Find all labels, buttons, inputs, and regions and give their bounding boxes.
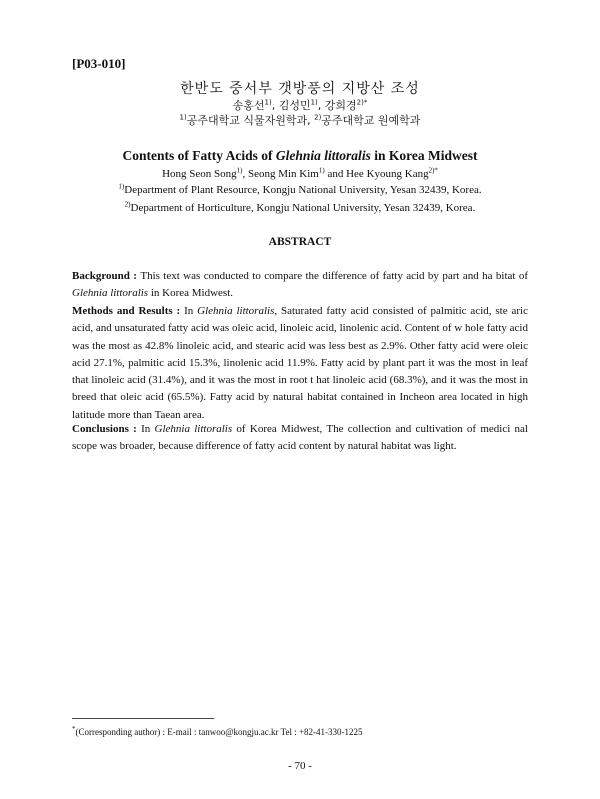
footnote — [72, 727, 363, 737]
background-label: Background : — [72, 270, 141, 282]
conclusions-paragraph — [72, 421, 528, 456]
footnote-divider — [72, 718, 214, 719]
methods-text-1: In — [184, 305, 198, 317]
korean-affiliations — [0, 112, 600, 128]
ko-author-3: 강희경 — [324, 99, 357, 112]
english-affiliation-1 — [0, 184, 600, 196]
korean-title: 한반도 중서부 갯방풍의 지방산 조성 — [180, 81, 420, 97]
ko-affil-2-sup: 2) — [314, 113, 322, 122]
ko-author-3-sup: 2)* — [356, 98, 368, 107]
conclusions-label: Conclusions : — [72, 423, 142, 435]
ko-author-2-sup: 1) — [310, 98, 318, 107]
en-affil2-text: Department of Horticulture, Kongju National University, Yesan 32439, Korea. — [130, 202, 476, 214]
ko-author-1-sup: 1) — [264, 98, 272, 107]
background-paragraph — [72, 268, 528, 303]
en-author-3: Hee Kyoung Kang — [346, 168, 429, 180]
ko-author-2: 김성민 — [278, 99, 311, 112]
english-title — [0, 148, 600, 164]
ko-affil-2: 공주대학교 원예학과 — [321, 114, 421, 127]
ko-affil-1-sup: 1) — [179, 113, 187, 122]
methods-label: Methods and Results : — [72, 305, 185, 317]
ko-affil-1: 공주대학교 식물자원학과, — [186, 114, 315, 127]
conclusions-text-1: In — [141, 423, 155, 435]
ko-author-sep: , — [271, 99, 279, 112]
en-author-2-sup: 1) — [318, 166, 325, 175]
ko-author-sep: , — [317, 99, 325, 112]
english-affiliation-2 — [0, 202, 600, 214]
en-author-sep: , — [242, 168, 248, 180]
poster-code: [P03-010] — [72, 56, 126, 71]
footnote-marker: * — [72, 725, 76, 733]
footnote-text: (Corresponding author) : E-mail : tanwoo@kongju.ac.kr Tel : +82-41-330-1225 — [75, 727, 363, 737]
en-author-1-sup: 1) — [236, 166, 243, 175]
en-author-2: Seong Min Kim — [247, 168, 319, 180]
methods-text-2: , Saturated fatty acid consisted of palmitic acid, ste aric acid, and unsaturated fatty acid was oleic acid, linoleic acid, linolenic acid. Content of w hole fatty acid was the most as 42.8% linoleic acid, and stearic acid was less best as 2.9%. Other fatty acid were oleic acid 27.1%, palmitic acid 15.3%, linolenic acid 11.9%. Fatty acid by plant part it was the most in leaf that linoleic acid (31.4%), and it was the most in root t hat linoleic acid (68.3%), and it was the most in breed that oleic acid (65.5%). Fatty acid by natural habitat contained in Incheon area located in high latitude more than Taean area. — [72, 305, 528, 421]
conclusions-text-2: of Korea Midwest, The collection and cultivation of medici nal scope was broader, because difference of fatty acid content by natural habitat was light. — [72, 423, 528, 453]
en-affil1-sup: 1) — [118, 182, 125, 191]
background-text-1: This text was conducted to compare the difference of fatty acid by part and ha bitat of — [140, 270, 528, 282]
conclusions-species: Glehnia littoralis — [154, 423, 233, 435]
english-authors — [0, 168, 600, 180]
en-title-species: Glehnia littoralis — [275, 148, 371, 163]
page-number: - 70 - — [288, 760, 312, 772]
background-text-2: in Korea Midwest. — [148, 287, 234, 300]
methods-results-paragraph — [72, 303, 528, 424]
abstract-heading: ABSTRACT — [268, 236, 332, 248]
en-author-1: Hong Seon Song — [162, 168, 237, 180]
en-affil1-text: Department of Plant Resource, Kongju National University, Yesan 32439, Korea. — [124, 184, 482, 196]
en-title-post: in Korea Midwest — [370, 148, 478, 163]
korean-authors — [0, 97, 600, 113]
en-author-3-sup: 2)* — [428, 166, 438, 175]
methods-species: Glehnia littoralis — [197, 305, 275, 317]
ko-author-1: 송홍선 — [232, 99, 265, 112]
en-affil2-sup: 2) — [124, 200, 131, 209]
background-species: Glehnia littoralis — [72, 287, 149, 300]
en-author-sep: and — [324, 168, 347, 180]
en-title-pre: Contents of Fatty Acids of — [122, 148, 276, 163]
